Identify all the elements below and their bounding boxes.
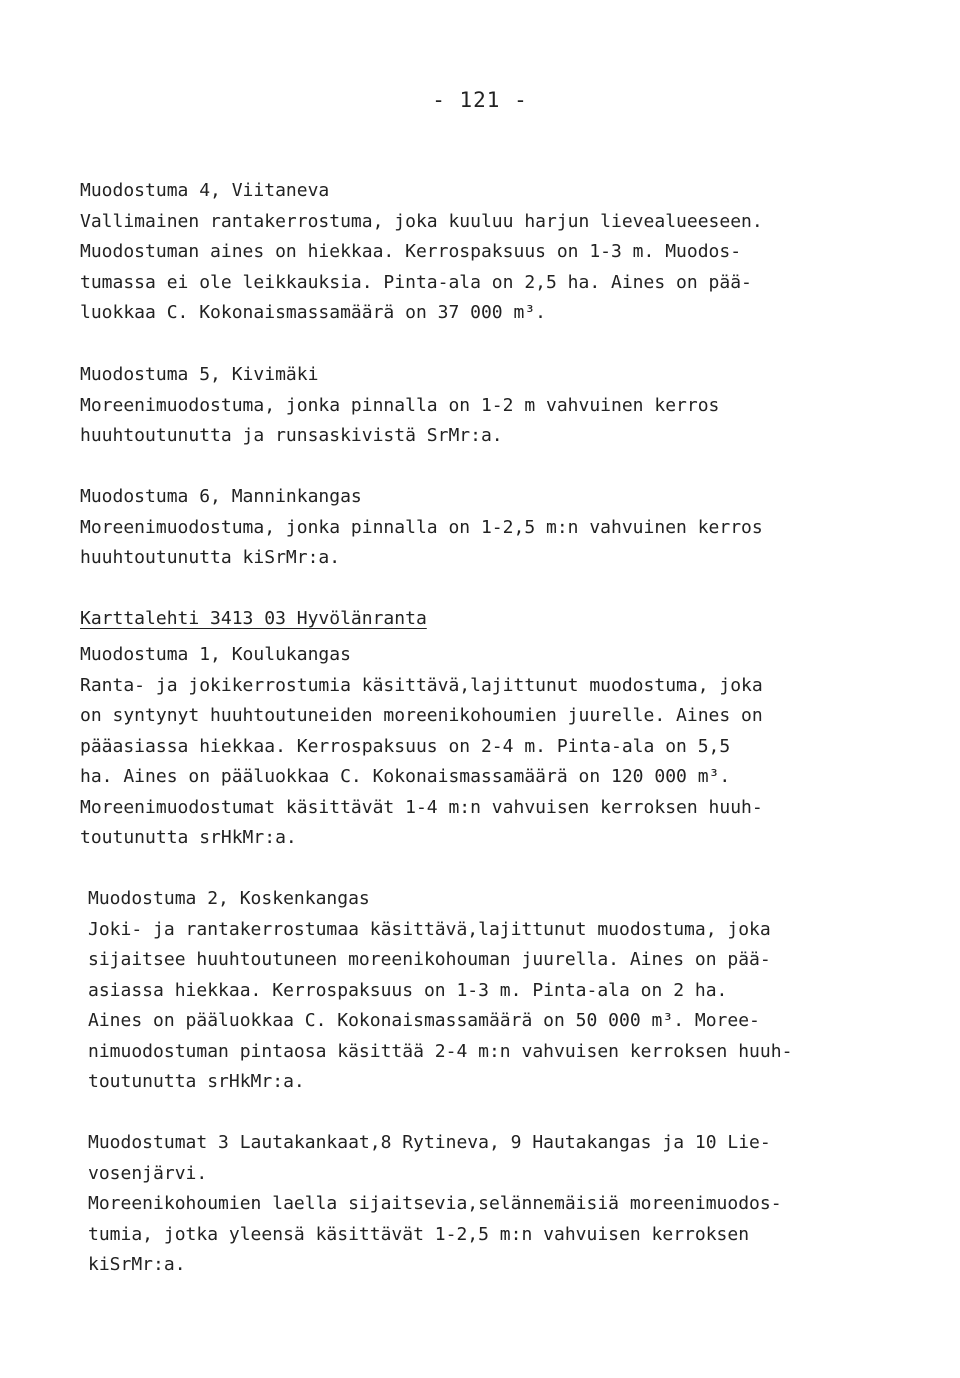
paragraph-line: huuhtoutunutta ja runsaskivistä SrMr:a.	[80, 425, 503, 446]
paragraph-line: Ranta- ja jokikerrostumia käsittävä,lajittunut muodostuma, joka	[80, 674, 763, 696]
paragraph-line: luokkaa C. Kokonaismassamäärä on 37 000 m³.	[80, 302, 546, 323]
paragraph-line: asiassa hiekkaa. Kerrospaksuus on 1-3 m. Pinta-ala on 2 ha.	[88, 979, 728, 1001]
paragraph-line: Moreenikohoumien laella sijaitsevia,selännemäisiä moreenimuodos-	[88, 1193, 782, 1214]
paragraph-line: Moreenimuodostuma, jonka pinnalla on 1-2 m vahvuinen kerros	[80, 394, 720, 416]
section-heading: Muodostumat 3 Lautakankaat,8 Rytineva, 9 Hautakangas ja 10 Lie-	[88, 1132, 771, 1153]
section-heading: Muodostuma 4, Viitaneva	[80, 180, 330, 201]
section-muodostumat-3-8-9-10	[88, 1128, 933, 1281]
paragraph-line: Joki- ja rantakerrostumaa käsittävä,lajittunut muodostuma, joka	[88, 918, 771, 940]
paragraph-line: on syntynyt huuhtoutuneiden moreenikohoumien juurelle. Aines on	[80, 705, 763, 726]
section-muodostuma-5	[80, 360, 925, 452]
paragraph-line: toutunutta srHkMr:a.	[80, 827, 297, 848]
paragraph-line: Aines on pääluokkaa C. Kokonaismassamäärä on 50 000 m³. Moree-	[88, 1010, 760, 1031]
paragraph-line: kiSrMr:a.	[88, 1254, 186, 1275]
section-heading: Muodostuma 1, Koulukangas	[80, 644, 351, 665]
section-heading: Muodostuma 6, Manninkangas	[80, 486, 362, 507]
section-koulukangas	[80, 640, 925, 854]
paragraph-line: Muodostuman aines on hiekkaa. Kerrospaksuus on 1-3 m. Muodos-	[80, 241, 742, 262]
paragraph-line: nimuodostuman pintaosa käsittää 2-4 m:n vahvuisen kerroksen huuh-	[88, 1040, 793, 1062]
map-sheet-heading-block	[80, 604, 925, 635]
section-heading: Muodostuma 2, Koskenkangas	[88, 888, 370, 909]
section-heading-continued: vosenjärvi.	[88, 1162, 208, 1184]
paragraph-line: toutunutta srHkMr:a.	[88, 1071, 305, 1092]
section-heading: Muodostuma 5, Kivimäki	[80, 364, 319, 385]
paragraph-line: Vallimainen rantakerrostuma, joka kuuluu harjun lievealueeseen.	[80, 210, 763, 232]
page-number: - 121 -	[432, 88, 528, 112]
paragraph-line: tumassa ei ole leikkauksia. Pinta-ala on 2,5 ha. Aines on pää-	[80, 271, 752, 293]
section-muodostuma-6	[80, 482, 925, 574]
map-sheet-heading: Karttalehti 3413 03 Hyvölänranta	[80, 608, 427, 629]
paragraph-line: Moreenimuodostuma, jonka pinnalla on 1-2,5 m:n vahvuinen kerros	[80, 516, 763, 538]
section-koskenkangas	[88, 884, 933, 1098]
paragraph-line: ha. Aines on pääluokkaa C. Kokonaismassamäärä on 120 000 m³.	[80, 766, 731, 787]
paragraph-line: pääasiassa hiekkaa. Kerrospaksuus on 2-4 m. Pinta-ala on 5,5	[80, 735, 731, 757]
paragraph-line: huuhtoutunutta kiSrMr:a.	[80, 547, 341, 568]
paragraph-line: tumia, jotka yleensä käsittävät 1-2,5 m:n vahvuisen kerroksen	[88, 1223, 750, 1245]
section-muodostuma-4	[80, 176, 925, 329]
paragraph-line: Moreenimuodostumat käsittävät 1-4 m:n vahvuisen kerroksen huuh-	[80, 796, 763, 818]
paragraph-line: sijaitsee huuhtoutuneen moreenikohouman juurella. Aines on pää-	[88, 949, 771, 970]
